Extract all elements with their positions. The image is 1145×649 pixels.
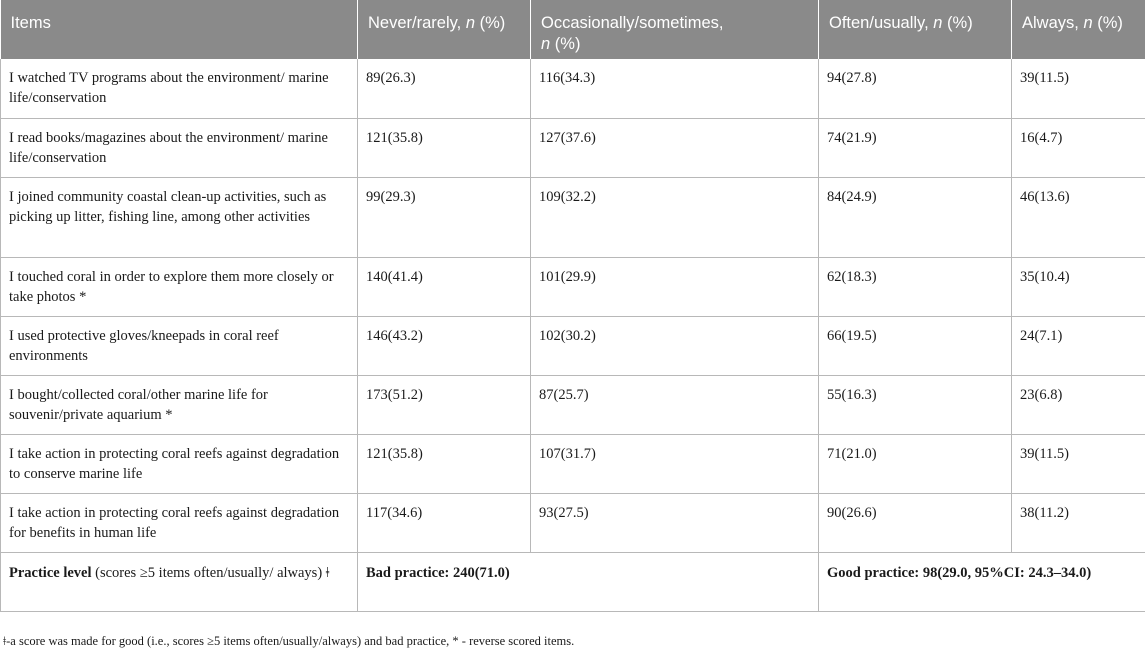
occasionally-cell: 87(25.7) (531, 375, 819, 434)
practice-level-cell (1, 552, 358, 611)
item-cell: I touched coral in order to explore them more closely or take photos * (1, 257, 358, 316)
always-cell: 38(11.2) (1012, 493, 1145, 552)
never-cell: 173(51.2) (358, 375, 531, 434)
header-n-symbol: n (933, 14, 943, 32)
often-cell: 55(16.3) (819, 375, 1012, 434)
item-cell: I watched TV programs about the environment/ marine life/conservation (1, 59, 358, 118)
practice-level-label: Practice level (9, 564, 92, 581)
always-cell: 39(11.5) (1012, 434, 1145, 493)
often-cell: 66(19.5) (819, 316, 1012, 375)
never-cell: 140(41.4) (358, 257, 531, 316)
header-always (1012, 0, 1145, 59)
item-cell: I take action in protecting coral reefs against degradation for benefits in human life (1, 493, 358, 552)
never-cell: 121(35.8) (358, 434, 531, 493)
item-cell: I bought/collected coral/other marine life for souvenir/private aquarium * (1, 375, 358, 434)
often-cell: 90(26.6) (819, 493, 1012, 552)
never-cell: 99(29.3) (358, 177, 531, 257)
never-cell: 89(26.3) (358, 59, 531, 118)
always-cell: 23(6.8) (1012, 375, 1145, 434)
header-often-label: Often/usually, (829, 14, 929, 32)
table-footnote: ǂ-a score was made for good (i.e., scores ≥5 items often/usually/always) and bad practice, * - reverse scored items. (3, 634, 575, 648)
header-row (1, 0, 1145, 59)
occasionally-cell: 127(37.6) (531, 118, 819, 177)
header-n-symbol: n (465, 14, 475, 32)
item-cell: I read books/magazines about the environment/ marine life/conservation (1, 118, 358, 177)
bad-practice-cell: Bad practice: 240(71.0) (358, 552, 819, 611)
often-cell: 71(21.0) (819, 434, 1012, 493)
always-cell: 46(13.6) (1012, 177, 1145, 257)
header-items: Items (10, 14, 51, 32)
always-cell: 24(7.1) (1012, 316, 1145, 375)
header-pct: (%) (554, 35, 581, 53)
table-row (1, 59, 1145, 118)
header-pct: (%) (479, 14, 506, 32)
table-row (1, 434, 1145, 493)
header-pct: (%) (1097, 14, 1123, 32)
header-often (819, 0, 1012, 59)
occasionally-cell: 101(29.9) (531, 257, 819, 316)
always-cell: 35(10.4) (1012, 257, 1145, 316)
table-row (1, 493, 1145, 552)
occasionally-cell: 102(30.2) (531, 316, 819, 375)
header-always-label: Always, (1022, 14, 1079, 32)
item-cell: I joined community coastal clean-up activities, such as picking up litter, fishing line, among other activities (1, 177, 358, 257)
never-cell: 117(34.6) (358, 493, 531, 552)
header-never (358, 0, 531, 59)
often-cell: 84(24.9) (819, 177, 1012, 257)
table-row (1, 375, 1145, 434)
never-cell: 146(43.2) (358, 316, 531, 375)
header-occasionally (531, 0, 819, 59)
practice-level-criteria: (scores ≥5 items often/usually/ always) ǂ (91, 564, 330, 581)
header-occasionally-label: Occasionally/sometimes, (541, 14, 724, 32)
occasionally-cell: 93(27.5) (531, 493, 819, 552)
occasionally-cell: 116(34.3) (531, 59, 819, 118)
item-cell: I used protective gloves/kneepads in coral reef environments (1, 316, 358, 375)
header-n-symbol: n (541, 35, 551, 53)
always-cell: 39(11.5) (1012, 59, 1145, 118)
table-row (1, 177, 1145, 257)
table-row (1, 316, 1145, 375)
table-row (1, 257, 1145, 316)
header-never-label: Never/rarely, (368, 14, 462, 32)
header-n-symbol: n (1083, 14, 1093, 32)
often-cell: 94(27.8) (819, 59, 1012, 118)
header-pct: (%) (947, 14, 973, 32)
occasionally-cell: 107(31.7) (531, 434, 819, 493)
good-practice-cell: Good practice: 98(29.0, 95%CI: 24.3–34.0) (819, 552, 1145, 611)
practice-level-row (1, 552, 1145, 611)
often-cell: 74(21.9) (819, 118, 1012, 177)
item-cell: I take action in protecting coral reefs against degradation to conserve marine life (1, 434, 358, 493)
often-cell: 62(18.3) (819, 257, 1012, 316)
always-cell: 16(4.7) (1012, 118, 1145, 177)
occasionally-cell: 109(32.2) (531, 177, 819, 257)
never-cell: 121(35.8) (358, 118, 531, 177)
table-row (1, 118, 1145, 177)
